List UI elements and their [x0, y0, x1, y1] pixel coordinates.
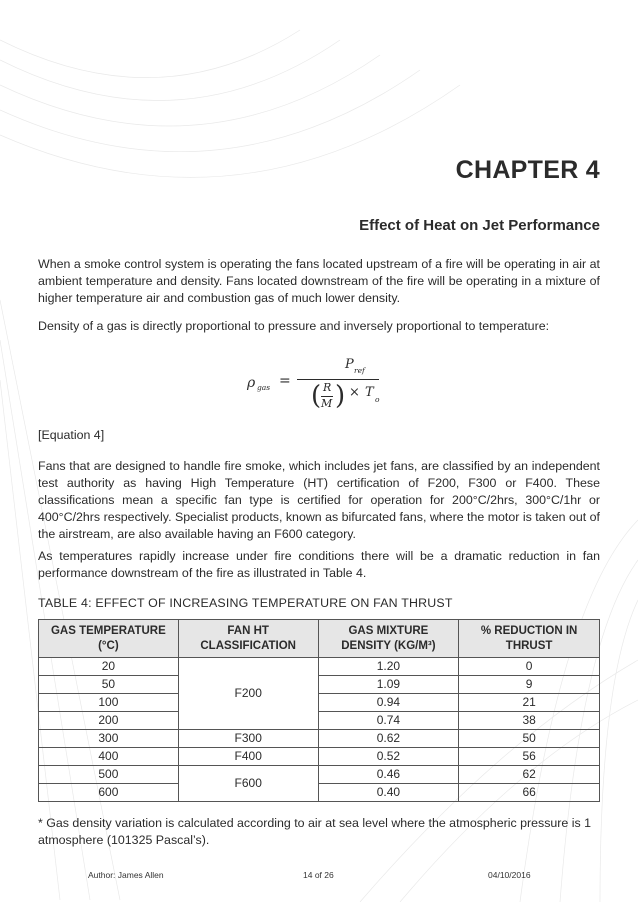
- header-fan-classification: FAN HT CLASSIFICATION: [178, 620, 318, 658]
- cell-classification: F300: [178, 730, 318, 748]
- eq-times: ×: [349, 385, 360, 400]
- cell-classification: F600: [178, 766, 318, 802]
- cell-temperature: 50: [39, 676, 179, 694]
- header-thrust-reduction: % REDUCTION IN THRUST: [459, 620, 600, 658]
- paragraph-classification: Fans that are designed to handle fire smoke, which includes jet fans, are classified by an independent test authority as having High Temperature (HT) certification of F200, F300 or F400. These classifications mean a specific fan type is certified for operation for 200°C/2hrs, 300°C/1hr or 400°C/2hrs respectively. Specialist products, known as bifurcated fans, where the motor is taken out of the airstream, are also available having an F600 category.: [38, 459, 600, 541]
- eq-fraction-bar: [297, 379, 379, 380]
- eq-p-sub: ref: [354, 366, 365, 375]
- equation-label: [Equation 4]: [38, 428, 105, 442]
- cell-reduction: 62: [459, 766, 600, 784]
- cell-temperature: 100: [39, 694, 179, 712]
- cell-reduction: 38: [459, 712, 600, 730]
- table-row: [39, 712, 600, 730]
- section-title: Effect of Heat on Jet Performance: [359, 217, 600, 234]
- footer-date: 04/10/2016: [488, 870, 531, 880]
- eq-rho: ρ: [247, 375, 256, 391]
- cell-classification: F200: [178, 658, 318, 730]
- cell-temperature: 200: [39, 712, 179, 730]
- table-row: [39, 784, 600, 802]
- cell-reduction: 0: [459, 658, 600, 676]
- eq-p: P: [345, 357, 354, 372]
- cell-density: 0.40: [318, 784, 459, 802]
- eq-paren-close: ): [335, 381, 346, 411]
- document-page: [38, 0, 600, 902]
- paragraph-intro: When a smoke control system is operating the fans located upstream of a fire will be operating in air at ambient temperature and density. Fans located downstream of the fire will be operating in a mixture of higher temperature air and combustion gas of much lower density.: [38, 257, 600, 305]
- table-header-row: [39, 620, 600, 658]
- paragraph-density: Density of a gas is directly proportional to pressure and inversely proportional to temperature:: [38, 319, 550, 333]
- chapter-heading: CHAPTER 4: [455, 156, 600, 184]
- cell-reduction: 66: [459, 784, 600, 802]
- cell-reduction: 21: [459, 694, 600, 712]
- cell-density: 0.62: [318, 730, 459, 748]
- cell-density: 1.20: [318, 658, 459, 676]
- cell-density: 0.94: [318, 694, 459, 712]
- table-row: [39, 658, 600, 676]
- cell-density: 1.09: [318, 676, 459, 694]
- cell-temperature: 20: [39, 658, 179, 676]
- header-gas-temperature: GAS TEMPERATURE (°C): [39, 620, 179, 658]
- cell-classification: F400: [178, 748, 318, 766]
- cell-temperature: 400: [39, 748, 179, 766]
- eq-t: T: [365, 385, 374, 400]
- cell-reduction: 50: [459, 730, 600, 748]
- footnote: * Gas density variation is calculated according to air at sea level where the atmospheric pressure is 1 atmosphere (101325 Pascal’s).: [38, 816, 592, 847]
- eq-equals: =: [279, 373, 291, 389]
- eq-rho-sub: gas: [257, 383, 271, 392]
- eq-t-sub: o: [375, 395, 380, 404]
- cell-reduction: 9: [459, 676, 600, 694]
- table-row: [39, 694, 600, 712]
- cell-reduction: 56: [459, 748, 600, 766]
- table-row: [39, 766, 600, 784]
- cell-temperature: 500: [39, 766, 179, 784]
- cell-density: 0.46: [318, 766, 459, 784]
- table-row: [39, 748, 600, 766]
- cell-density: 0.52: [318, 748, 459, 766]
- table-row: [39, 730, 600, 748]
- table-caption: TABLE 4: EFFECT OF INCREASING TEMPERATURE ON FAN THRUST: [38, 596, 453, 610]
- footer-page-number: 14 of 26: [303, 870, 334, 880]
- cell-temperature: 600: [39, 784, 179, 802]
- density-equation: [247, 355, 417, 415]
- fan-thrust-table: [38, 619, 600, 802]
- paragraph-temperatures: As temperatures rapidly increase under fire conditions there will be a dramatic reduction in fan performance downstream of the fire as illustrated in Table 4.: [38, 549, 600, 580]
- table-row: [39, 676, 600, 694]
- header-gas-density: GAS MIXTURE DENSITY (KG/M³): [318, 620, 459, 658]
- eq-paren-open: (: [311, 381, 322, 411]
- eq-r: R: [323, 381, 332, 394]
- footer-author: Author: James Allen: [88, 870, 164, 880]
- cell-temperature: 300: [39, 730, 179, 748]
- eq-m: M: [321, 397, 333, 410]
- cell-density: 0.74: [318, 712, 459, 730]
